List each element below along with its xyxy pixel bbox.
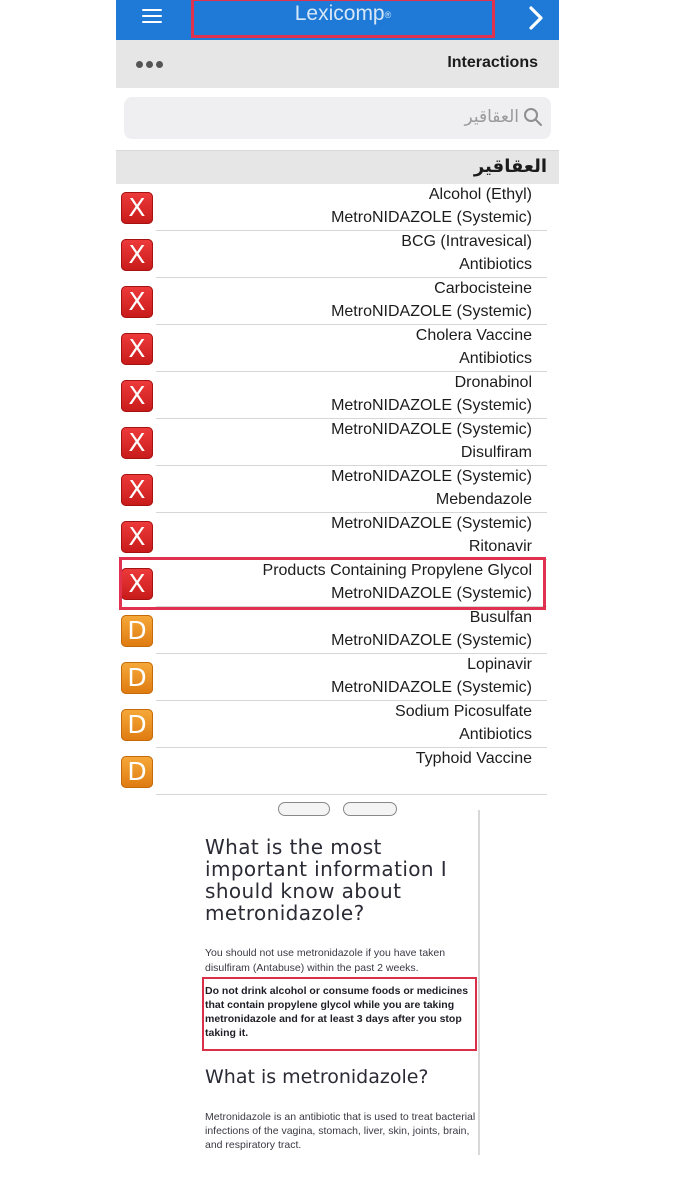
risk-x-icon: X	[121, 474, 153, 506]
risk-x-icon: X	[121, 192, 153, 224]
patient-info-article	[196, 810, 480, 1155]
article-paragraph-disulfiram: You should not use metronidazole if you have taken disulfiram (Antabuse) within the past 2 weeks.	[205, 947, 446, 974]
interaction-row[interactable]	[116, 325, 559, 372]
more-options-icon[interactable]	[136, 61, 164, 69]
interaction-row[interactable]	[116, 513, 559, 560]
interaction-row[interactable]	[116, 231, 559, 278]
chevron-right-icon[interactable]	[524, 3, 548, 33]
risk-d-icon: D	[121, 709, 153, 741]
risk-x-icon: X	[121, 333, 153, 365]
interaction-drug-2: MetroNIDAZOLE (Systemic)	[331, 632, 532, 649]
article-paragraph-description: Metronidazole is an antibiotic that is used to treat bacterial infections of the vagina, stomach, liver, skin, joints, brain, and respiratory tract.	[205, 1111, 476, 1151]
risk-x-icon: X	[121, 380, 153, 412]
section-header	[116, 150, 559, 184]
toolbar	[116, 40, 559, 88]
interaction-row[interactable]	[116, 607, 559, 654]
article-warning-propylene-glycol: Do not drink alcohol or consume foods or medicines that contain propylene glycol while you are taking metronidazole and for at least 3 days after you stop taking it.	[205, 985, 469, 1039]
risk-x-icon: X	[121, 286, 153, 318]
risk-d-icon: D	[121, 615, 153, 647]
article-heading-important-info: What is the most important information I should know about metronidazole?	[205, 835, 448, 925]
interaction-row[interactable]	[116, 184, 559, 231]
app-title: Lexicomp®	[294, 2, 392, 25]
interaction-drug-1: Alcohol (Ethyl)	[428, 186, 532, 203]
interaction-drug-2: Mebendazole	[435, 491, 532, 508]
next-button[interactable]	[343, 802, 397, 816]
risk-d-icon: D	[121, 662, 153, 694]
interaction-row[interactable]	[116, 419, 559, 466]
interaction-row[interactable]	[116, 278, 559, 325]
toolbar-title: Interactions	[447, 54, 538, 71]
interaction-drug-2: MetroNIDAZOLE (Systemic)	[331, 209, 532, 226]
interaction-drug-1: Lopinavir	[467, 656, 532, 673]
section-title: العقاقير	[473, 156, 547, 176]
row-highlight	[119, 557, 546, 610]
risk-x-icon: X	[121, 568, 153, 600]
interaction-drug-2: MetroNIDAZOLE (Systemic)	[331, 679, 532, 696]
interaction-drug-2: Disulfiram	[460, 444, 532, 461]
interaction-drug-1: Dronabinol	[454, 374, 532, 391]
interaction-row[interactable]	[116, 372, 559, 419]
interaction-drug-1: MetroNIDAZOLE (Systemic)	[331, 421, 532, 438]
interaction-drug-2: MetroNIDAZOLE (Systemic)	[331, 303, 532, 320]
interaction-drug-1: Carbocisteine	[434, 280, 532, 297]
article-heading-what-is: What is metronidazole?	[205, 1066, 429, 1088]
interaction-drug-1: Busulfan	[469, 609, 532, 626]
interaction-drug-1: Sodium Picosulfate	[395, 703, 532, 720]
interaction-drug-2: MetroNIDAZOLE (Systemic)	[331, 397, 532, 414]
interaction-row[interactable]	[116, 748, 559, 795]
risk-x-icon: X	[121, 427, 153, 459]
search-icon	[523, 107, 543, 127]
interaction-drug-2: Ritonavir	[468, 538, 532, 555]
interaction-drug-1: MetroNIDAZOLE (Systemic)	[331, 468, 532, 485]
interaction-drug-1: Cholera Vaccine	[415, 327, 532, 344]
interaction-drug-1: MetroNIDAZOLE (Systemic)	[331, 515, 532, 532]
search-field[interactable]	[124, 97, 551, 139]
title-highlight	[191, 0, 495, 38]
risk-x-icon: X	[121, 239, 153, 271]
risk-d-icon: D	[121, 756, 153, 788]
interaction-row[interactable]	[116, 701, 559, 748]
app-header	[116, 0, 559, 40]
interaction-drug-1: Products Containing Propylene Glycol	[262, 562, 532, 579]
menu-icon[interactable]	[142, 9, 162, 25]
lexicomp-screen	[116, 0, 559, 786]
interaction-drug-2: Antibiotics	[459, 726, 532, 743]
interaction-drug-2: Antibiotics	[459, 350, 532, 367]
search-placeholder: العقاقير	[464, 107, 519, 126]
interaction-drug-1: BCG (Intravesical)	[401, 233, 532, 250]
prev-button[interactable]	[278, 802, 330, 816]
interaction-drug-1: Typhoid Vaccine	[415, 750, 532, 767]
interaction-row[interactable]	[116, 654, 559, 701]
interaction-drug-2: MetroNIDAZOLE (Systemic)	[331, 585, 532, 602]
interaction-row[interactable]	[116, 466, 559, 513]
interaction-drug-2: Antibiotics	[459, 256, 532, 273]
risk-x-icon: X	[121, 521, 153, 553]
